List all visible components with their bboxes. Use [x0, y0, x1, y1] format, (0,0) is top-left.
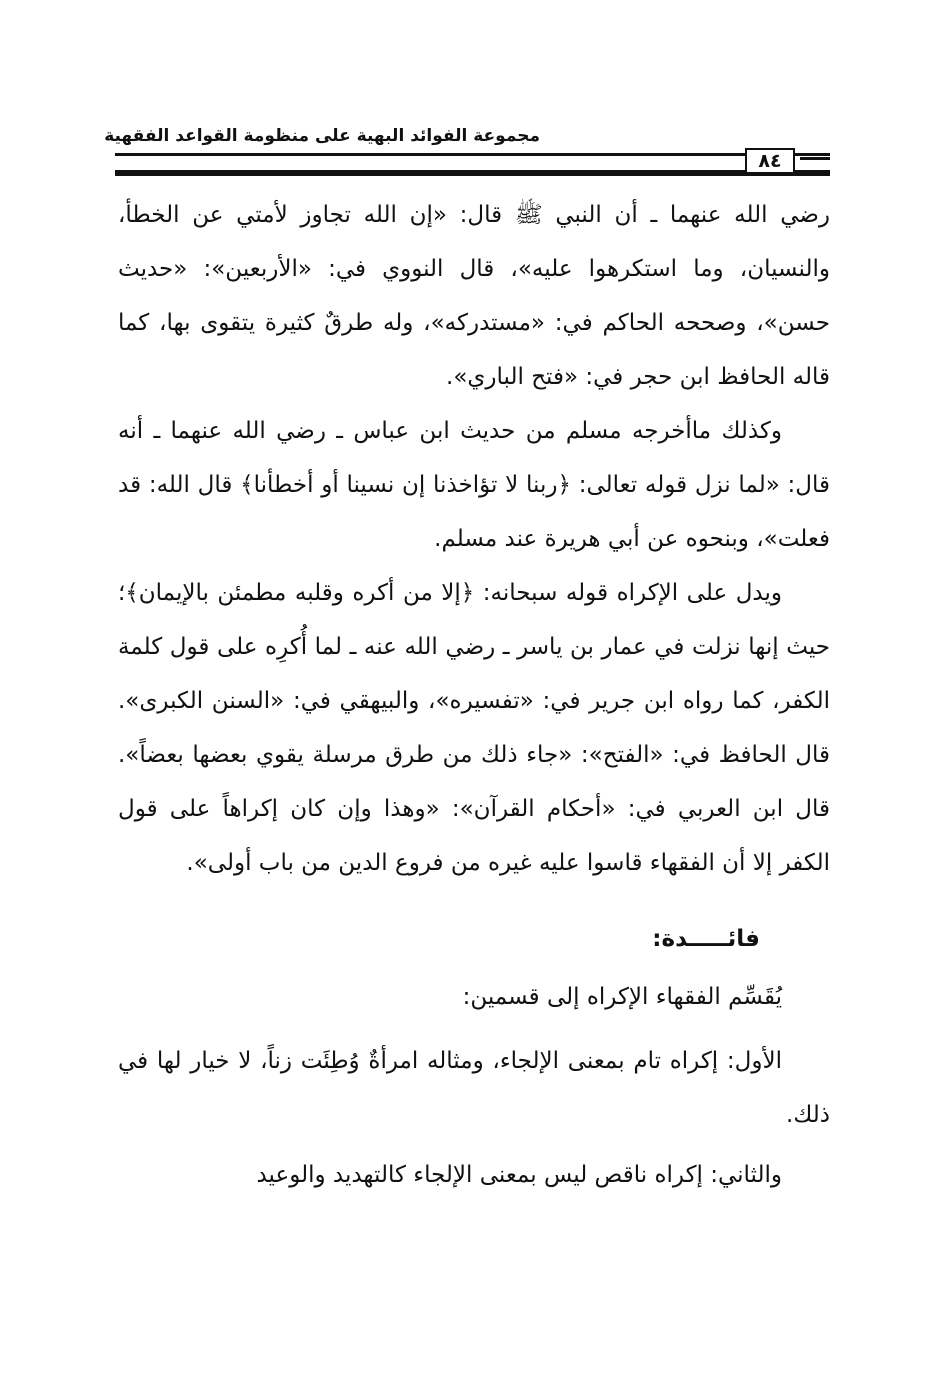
page-number: ٨٤	[745, 148, 795, 174]
subparagraph-2: الأول: إكراه تام بمعنى الإلجاء، ومثاله امرأةٌ وُطِئَت زناً، لا خيار لها في ذلك.	[118, 1048, 830, 1128]
paragraph-1: رضي الله عنهما ـ أن النبي ﷺ قال: «إن الله تجاوز لأمتي عن الخطأ، والنسيان، وما استكرهوا عليه»، قال النووي في: «الأربعين»: «حديث حسن»، وصححه الحاكم في: «مستدركه»، وله طرقٌ كثيرة يتقوى بها، كما قاله الحافظ ابن حجر في: «فتح الباري».	[118, 202, 830, 390]
paragraph-2-block	[118, 404, 830, 566]
subparagraph-1: يُقَسِّم الفقهاء الإكراه إلى قسمين:	[462, 984, 782, 1010]
subparagraph-3: والثاني: إكراه ناقص ليس بمعنى الإلجاء كالتهديد والوعيد	[256, 1162, 782, 1188]
paragraph-3: ويدل على الإكراه قوله سبحانه: ﴿إلا من أكره وقلبه مطمئن بالإيمان﴾؛ حيث إنها نزلت في عمار بن ياسر ـ رضي الله عنه ـ لما أُكرِه على قول كلمة الكفر، كما رواه ابن جرير في: «تفسيره»، والبيهقي في: «السنن الكبرى». قال الحافظ في: «الفتح»: «جاء ذلك من طرق مرسلة يقوي بعضها بعضاً». قال ابن العربي في: «أحكام القرآن»: «وهذا وإن كان إكراهاً على قول الكفر إلا أن الفقهاء قاسوا عليه غيره من فروع الدين من باب أولى».	[118, 580, 830, 876]
paragraph-3-block	[118, 566, 830, 890]
paragraph-1-block	[118, 188, 830, 404]
header-rule-accent	[800, 157, 830, 160]
subparagraph-3-block	[118, 1148, 830, 1202]
section-heading-faida: فائـــــدة:	[652, 926, 760, 952]
subparagraph-2-block	[118, 1034, 830, 1142]
header-rule-thin	[115, 153, 830, 156]
header-rule-thick	[115, 170, 830, 176]
subparagraph-1-block	[118, 970, 830, 1024]
running-header-title: مجموعة الفوائد البهية على منظومة القواعد الفقهية	[104, 126, 540, 146]
paragraph-2: وكذلك ماأخرجه مسلم من حديث ابن عباس ـ رضي الله عنهما ـ أنه قال: «لما نزل قوله تعالى: ﴿ربنا لا تؤاخذنا إن نسينا أو أخطأنا﴾ قال الله: قد فعلت»، وبنحوه عن أبي هريرة عند مسلم.	[118, 418, 830, 552]
